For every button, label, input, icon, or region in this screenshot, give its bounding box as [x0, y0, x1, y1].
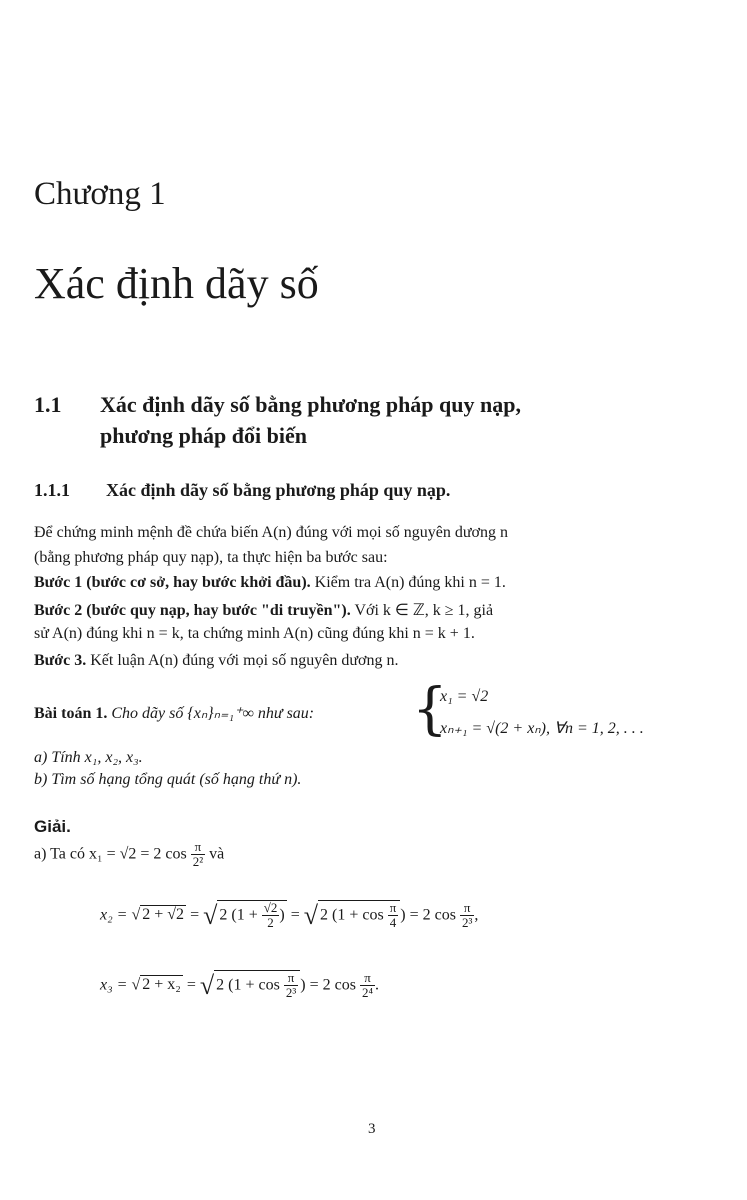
section-title-line1: Xác định dãy số bằng phương pháp quy nạp,: [100, 392, 521, 417]
fraction-pi-2sq: [191, 840, 205, 870]
eq2-equals: =: [182, 976, 200, 994]
eq2-inner: 2 (1 + cos: [216, 976, 284, 994]
equation-x2: x₂ = √ 2 + √2 = √ 2 (1 + $\frac{√2}{2}$ ) = √ 2 (1 + cos $\frac{\pi}{4}$ ) = 2 cos $\frac{\pi}{\text{2³}}$ ,: [100, 900, 479, 931]
step3-label: Bước 3.: [34, 652, 87, 669]
chapter-title: Xác định dãy số: [34, 259, 319, 308]
page-number: 3: [368, 1121, 376, 1137]
frac-num: π: [284, 971, 298, 986]
frac-den: 2³: [285, 985, 297, 1001]
solution-line-a: [34, 840, 224, 870]
eq1-equals2: =: [286, 906, 304, 924]
system-eq1: x₁ = √2: [440, 688, 489, 705]
step3: [34, 652, 398, 670]
step1-label: Bước 1 (bước cơ sở, hay bước khởi đầu).: [34, 574, 311, 591]
frac-den: 2²: [192, 854, 204, 870]
eq2-end: ) = 2 cos: [300, 976, 360, 994]
problem-label: Bài toán 1.: [34, 705, 108, 722]
solution-a-prefix: a) Ta có x₁ = √2 = 2 cos: [34, 845, 187, 863]
step2-text: Với k ∈ ℤ, k ≥ 1, giả: [350, 602, 494, 619]
subsection-title: Xác định dãy số bằng phương pháp quy nạp.: [106, 480, 451, 500]
frac-num: √2: [263, 900, 278, 915]
fraction-sqrt2-2: [262, 901, 280, 931]
system-brace: {: [412, 677, 448, 742]
frac-den: 4: [389, 915, 397, 931]
solution-a-suffix: và: [209, 845, 225, 863]
frac-den: 2³: [461, 915, 473, 931]
eq1-lhs: x₂ =: [100, 906, 132, 924]
intro-line2: (bằng phương pháp quy nạp), ta thực hiện ba bước sau:: [34, 549, 388, 566]
eq1-close: ): [279, 906, 285, 924]
frac-num: π: [191, 840, 205, 855]
fraction-pi-2cu: [460, 901, 474, 931]
chapter-label: Chương 1: [34, 176, 166, 212]
problem-part-a: a) Tính x₁, x₂, x₃.: [34, 749, 143, 766]
frac-num: π: [460, 901, 474, 916]
eq2-sqrt1: 2 + x₂: [142, 976, 181, 994]
eq2-sqrt2: [214, 970, 300, 1001]
subsection-number: 1.1.1: [34, 480, 70, 500]
system-eq2: xₙ₊₁ = √(2 + xₙ), ∀n = 1, 2, . . .: [440, 720, 644, 737]
step1-text: Kiểm tra A(n) đúng khi n = 1.: [310, 574, 506, 591]
eq1-sqrt2: [217, 900, 286, 931]
step2-label: Bước 2 (bước quy nạp, hay bước "di truyền").: [34, 602, 351, 619]
equation-x3: x₃ = √ 2 + x₂ = √ 2 (1 + cos $\frac{\pi}{\text{2³}}$ ) = 2 cos $\frac{\pi}{\text{2⁴}}$ .: [100, 970, 379, 1001]
step1: [34, 574, 506, 592]
problem-part-b: b) Tìm số hạng tổng quát (số hạng thứ n).: [34, 771, 302, 788]
frac-num: π: [389, 900, 397, 915]
eq1-sqrt1: 2 + √2: [142, 906, 185, 924]
problem-statement: [34, 703, 314, 723]
section-title-line2: phương pháp đổi biến: [100, 423, 307, 448]
eq1-sqrt3: [318, 900, 400, 931]
eq2-lhs: x₃ =: [100, 976, 132, 994]
step2: [34, 600, 493, 620]
section-number: 1.1: [34, 392, 62, 417]
fraction-pi-4: [388, 901, 399, 931]
step3-text: Kết luận A(n) đúng với mọi số nguyên dương n.: [86, 652, 399, 669]
frac-den: 2: [267, 915, 274, 931]
frac-num: π: [360, 971, 375, 986]
eq1-end: ) = 2 cos: [400, 906, 460, 924]
eq1-inner1: 2 (1 +: [219, 906, 262, 924]
fraction-pi-2cu-b: [284, 971, 298, 1001]
solution-heading: Giải.: [34, 817, 71, 836]
eq1-comma: ,: [474, 906, 479, 924]
frac-den: 2⁴: [361, 985, 373, 1001]
eq2-period: .: [375, 976, 379, 994]
fraction-pi-24: [360, 971, 375, 1001]
step2-continuation: sử A(n) đúng khi n = k, ta chứng minh A(n) cũng đúng khi n = k + 1.: [34, 625, 475, 642]
eq1-equals1: =: [186, 906, 204, 924]
intro-line1: Để chứng minh mệnh đề chứa biến A(n) đúng với mọi số nguyên dương n: [34, 524, 508, 541]
eq1-inner2: 2 (1 + cos: [320, 906, 388, 924]
problem-text: Cho dãy số {xₙ}ₙ₌₁⁺∞ như sau:: [107, 705, 315, 722]
